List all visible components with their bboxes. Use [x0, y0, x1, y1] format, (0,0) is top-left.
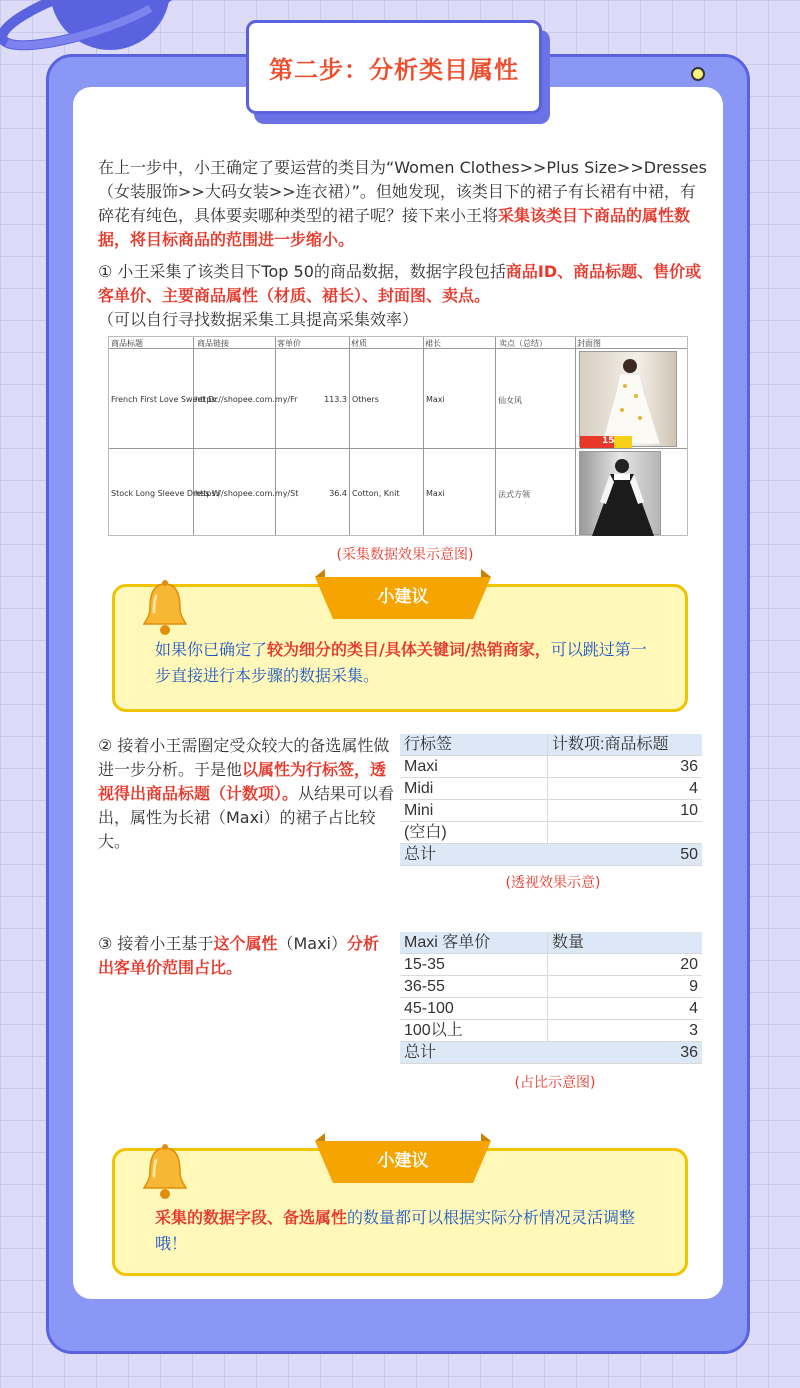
step2-text: ② 接着小王需圈定受众较大的备选属性做进一步分析。于是他	[98, 736, 390, 779]
step2-text: 从结果可以看出，属性为长裙（Maxi）的裙子占比较大。	[98, 784, 395, 851]
tip-text	[155, 637, 655, 689]
step3-text: （Maxi）	[277, 934, 347, 953]
step3-paragraph	[98, 932, 388, 980]
tip-box	[112, 584, 688, 712]
step2-paragraph	[98, 734, 402, 854]
step1-text: ① 小王采集了该类目下Top 50的商品数据，数据字段包括	[98, 262, 506, 281]
step2-highlight: 以属性为行标签，透视得出商品标题（计数项）。	[98, 760, 387, 803]
pivot-label: 36-55	[400, 976, 548, 997]
sheet-cell: Maxi	[426, 489, 445, 498]
intro-paragraph	[98, 156, 710, 252]
pivot-total-value: 36	[680, 1044, 698, 1061]
tip-text-part: 可以跳过第一步直接进行本步骤的数据采集。	[155, 640, 647, 685]
pivot-header-cell: Maxi 客单价	[400, 932, 548, 953]
step1-note: （可以自行寻找数据采集工具提高采集效率）	[98, 310, 419, 329]
product-photo	[579, 451, 661, 535]
sheet-cell: 36.4	[329, 489, 347, 498]
bell-icon	[140, 578, 190, 636]
pivot-value: 20	[680, 956, 698, 973]
pivot-total-label: 总计	[404, 1044, 437, 1061]
tip-text-part: 如果你已确定了	[155, 640, 268, 659]
step1-paragraph	[98, 260, 710, 332]
data-sheet	[108, 336, 688, 536]
pivot-value: 4	[689, 1000, 698, 1017]
pivot1-caption: (透视效果示意)	[505, 875, 601, 891]
sheet-cell: French First Love Sweet Dr	[111, 395, 218, 404]
sheet-header: 裙长	[425, 339, 441, 348]
tip-box	[112, 1148, 688, 1276]
pivot-header-cell: 数量	[552, 934, 585, 951]
sheet-cell: 法式方领	[498, 490, 530, 499]
title-badge	[246, 20, 542, 114]
pivot-total-label: 总计	[404, 846, 437, 863]
pivot-value: 4	[689, 780, 698, 797]
pivot-total-row	[400, 844, 702, 866]
table-row	[400, 822, 702, 844]
sheet-header: 卖点（总结）	[499, 339, 547, 348]
sheet-cell: 仙女风	[498, 396, 522, 405]
frame-dot	[691, 67, 705, 81]
pivot-label: 45-100	[400, 998, 548, 1019]
intro-text: 在上一步中，小王确定了要运营的类目为“Women Clothes>>Plus Size>>Dresses（女装服饰>>大码女装>>连衣裙）”。但她发现，该类目下的裙子有长裙有中裙，有碎花有纯色，具体要卖哪种类型的裙子呢？接下来小王将	[98, 158, 707, 225]
pivot-table-1	[400, 734, 702, 866]
table-row	[400, 778, 702, 800]
step3-highlight: 这个属性	[213, 934, 278, 953]
sheet-header: 商品链接	[197, 339, 229, 348]
page-title: 第二步：分析类目属性	[246, 20, 542, 114]
pivot-value	[548, 822, 702, 843]
tip-label: 小建议	[377, 1151, 429, 1171]
tip-highlight: 采集的数据字段、备选属性	[155, 1208, 348, 1227]
tip-label: 小建议	[377, 587, 429, 607]
step3-text: ③ 接着小王基于	[98, 934, 214, 953]
sheet-cell: Maxi	[426, 395, 445, 404]
tip-text-part: 的数量都可以根据实际分析情况灵活调整哦！	[155, 1208, 636, 1253]
pivot-label: (空白)	[400, 822, 548, 843]
pivot-value: 9	[689, 978, 698, 995]
table-row	[400, 998, 702, 1020]
pivot-table-2	[400, 932, 702, 1064]
pivot-header-cell: 计数项:商品标题	[552, 736, 669, 753]
pivot-header-row	[400, 734, 702, 756]
sheet-cell: Cotton, Knit	[352, 489, 400, 498]
bell-icon	[140, 1142, 190, 1200]
pivot-label: 15-35	[400, 954, 548, 975]
tip-text	[155, 1205, 655, 1257]
table-row	[400, 756, 702, 778]
sheet-cell: Stock Long Sleeve Dress W	[111, 489, 220, 498]
pivot-label: 100以上	[400, 1020, 548, 1041]
table-row	[400, 954, 702, 976]
sheet-cell: Others	[352, 395, 379, 404]
pivot-total-value: 50	[680, 846, 698, 863]
sheet-header: 封面图	[577, 339, 601, 348]
tip-tab	[315, 1141, 491, 1183]
table-row	[400, 800, 702, 822]
photo-badge: 15	[602, 436, 615, 446]
product-photo	[579, 351, 677, 447]
pivot-header-cell: 行标签	[400, 734, 548, 755]
pivot-label: Maxi	[400, 756, 548, 777]
pivot-value: 36	[680, 758, 698, 775]
pivot-label: Mini	[400, 800, 548, 821]
pivot2-caption: (占比示意图)	[514, 1075, 596, 1091]
tip-tab	[315, 577, 491, 619]
sheet-cell[interactable]: https://shopee.com.my/St	[195, 489, 299, 498]
pivot-value: 10	[680, 802, 698, 819]
sheet-cell: 113.3	[324, 395, 347, 404]
pivot-total-row	[400, 1042, 702, 1064]
sheet-header: 客单价	[277, 339, 301, 348]
table-row	[400, 976, 702, 998]
pivot-label: Midi	[400, 778, 548, 799]
step1-highlight: 商品ID、商品标题、售价或客单价、主要商品属性（材质、裙长）、封面图、卖点。	[98, 262, 702, 305]
tip-highlight: 较为细分的类目/具体关键词/热销商家，	[267, 640, 551, 659]
pivot-header-row	[400, 932, 702, 954]
sheet-caption: (采集数据效果示意图)	[336, 547, 474, 563]
sheet-cell[interactable]: https://shopee.com.my/Fr	[195, 395, 298, 404]
intro-highlight: 采集该类目下商品的属性数据，将目标商品的范围进一步缩小。	[98, 206, 691, 249]
sheet-header: 材质	[351, 339, 367, 348]
sheet-header: 商品标题	[111, 339, 143, 348]
table-row	[400, 1020, 702, 1042]
step3-highlight: 分析出客单价范围占比。	[98, 934, 379, 977]
pivot-value: 3	[689, 1022, 698, 1039]
